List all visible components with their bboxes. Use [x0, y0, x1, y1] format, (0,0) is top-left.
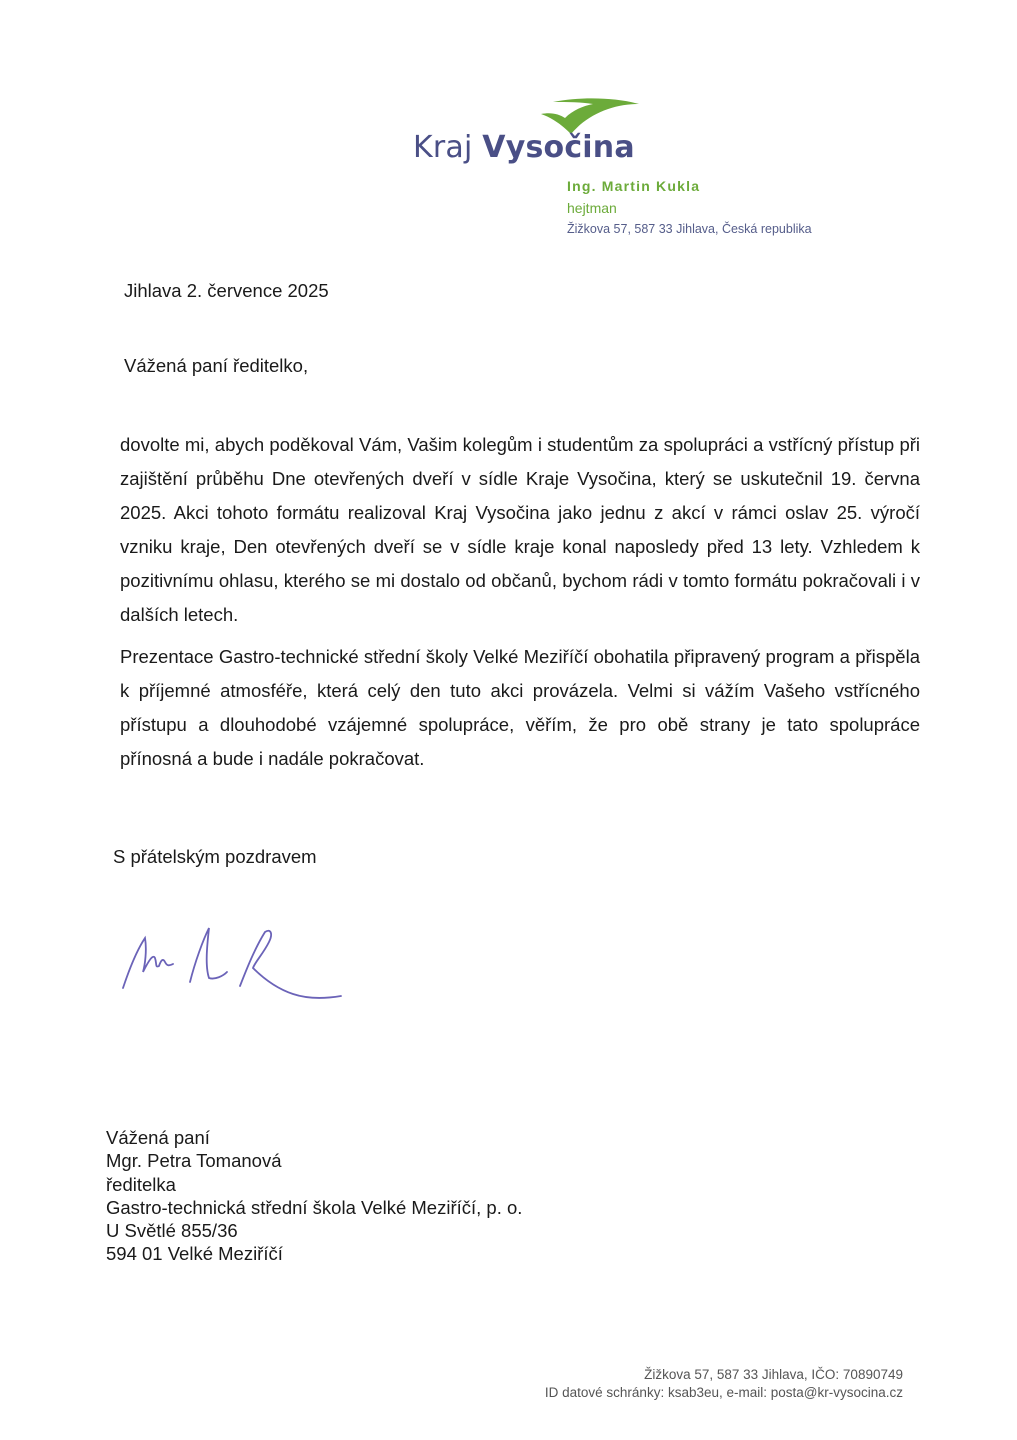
recipient-street: U Světlé 855/36 — [106, 1220, 238, 1242]
sender-name: Ing. Martin Kukla — [567, 178, 701, 194]
sender-address: Žižkova 57, 587 33 Jihlava, Česká republika — [567, 222, 812, 236]
sender-role: hejtman — [567, 200, 617, 216]
signature — [115, 910, 355, 1020]
kraj-vysocina-logo — [413, 96, 653, 176]
recipient-organization: Gastro-technická střední škola Velké Meziříčí, p. o. — [106, 1196, 523, 1218]
recipient-name: Mgr. Petra Tomanová — [106, 1150, 282, 1172]
letter-body — [120, 428, 920, 784]
logo-text-vysocina: Vysočina — [482, 130, 635, 165]
closing: S přátelským pozdravem — [113, 846, 317, 867]
body-paragraph-2: Prezentace Gastro-technické střední školy Velké Meziříčí obohatila připravený program a přispěla k příjemné atmosféře, která celý den tuto akci provázela. Velmi si vážím Vašeho vstřícného přístupu a dlouhodobé vzájemné spolupráce, věřím, že pro obě strany je tato spolupráce přínosná a bude i nadále pokračovat. — [120, 646, 920, 769]
salutation: Vážená paní ředitelko, — [124, 355, 309, 376]
logo-wordmark — [413, 130, 635, 165]
recipient-city: 594 01 Velké Meziříčí — [106, 1243, 283, 1265]
letter-date: Jihlava 2. července 2025 — [124, 280, 329, 301]
handwritten-signature-icon — [115, 910, 355, 1020]
recipient-title: ředitelka — [106, 1173, 176, 1195]
footer-contact: ID datové schránky: ksab3eu, e-mail: posta@kr-vysocina.cz — [544, 1385, 903, 1400]
sender-block — [567, 178, 812, 236]
body-paragraph-1: dovolte mi, abych poděkoval Vám, Vašim kolegům i studentům za spolupráci a vstřícný přístup při zajištění průběhu Dne otevřených dveří v sídle Kraje Vysočina, který se uskutečnil 19. června 2025. Akci tohoto formátu realizoval Kraj Vysočina jako jednu z akcí v rámci oslav 25. výročí vzniku kraje, Den otevřených dveří se v sídle kraje konal naposledy před 13 lety. Vzhledem k pozitivnímu ohlasu, kterého se mi dostalo od občanů, bychom rádi v tomto formátu pokračovali i v dalších letech. — [120, 434, 920, 625]
recipient-line: Vážená paní — [106, 1127, 210, 1148]
footer — [545, 1366, 903, 1402]
logo-text-kraj: Kraj — [413, 130, 473, 165]
footer-address: Žižkova 57, 587 33 Jihlava, IČO: 70890749 — [644, 1367, 903, 1382]
recipient-address — [106, 1126, 522, 1266]
